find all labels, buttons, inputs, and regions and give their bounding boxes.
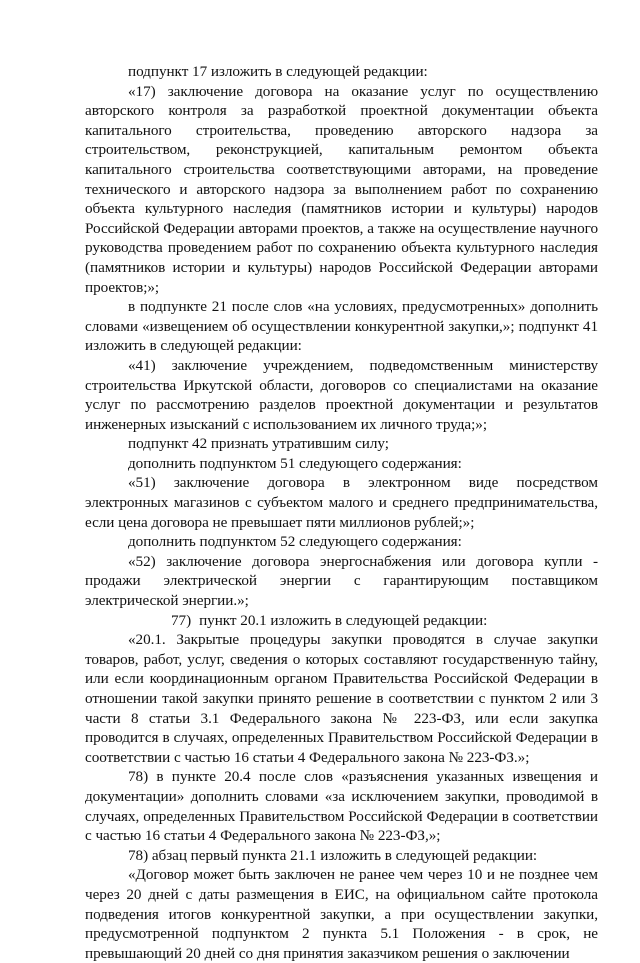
paragraph-11: «20.1. Закрытые процедуры закупки проводятся в случае закупки товаров, работ, услуг, сведения о которых составляют государственную тайну, или если координационным органом Правительства Российской Федерации в отношении такой закупки принято решение в соответствии с пунктом 2 или 3 части 8 статьи 3.1 Федерального закона № 223-ФЗ, или если закупка проводится в случаях, определенных Правительством Российской Федерации в соответствии с частью 16 статьи 4 Федерального закона № 223-ФЗ.»; (85, 631, 598, 766)
paragraph-1: подпункт 17 изложить в следующей редакции: (128, 63, 428, 80)
paragraph-13: 78) абзац первый пункта 21.1 изложить в следующей редакции: (128, 846, 538, 864)
paragraph-4: «41) заключение учреждением, подведомственным министерству строительства Иркутской области, договоров со специалистами на оказание услуг по рассмотрению разделов проектной документации и результатов инженерных изысканий с использованием их личного труда;»; (85, 356, 598, 433)
paragraph-14: «Договор может быть заключен не ранее чем через 10 и не позднее чем через 20 дней с даты размещения в ЕИС, на официальном сайте протокола подведения итогов конкурентной закупки, а при осуществлении закупки, предусмотренной подпунктом 2 пункта 5.1 Положения - в срок, не превышающий 20 дней со дня принятия заказчиком решения о заключении (85, 866, 598, 962)
paragraph-12: 78) в пункте 20.4 после слов «разъяснения указанных извещения и документации» дополнить словами «за исключением закупки, проводимой в случаях, определенных Правительством Российской Федерации в соответствии с частью 16 статьи 4 Федерального закона № 223-ФЗ,»; (85, 768, 598, 845)
item-77-number: 77) (171, 611, 192, 629)
paragraph-2: «17) заключение договора на оказание услуг по осуществлению авторского контроля за разработкой проектной документации объекта капитального строительства, проведению авторского надзора за строительством, реконструкцией, капитальным ремонтом объекта капитального строительства соответствующими авторами, на проведение технического и авторского надзора за выполнением работ по сохранению объекта культурного наследия (памятников истории и культуры) народов Российской Федерации авторами проектов, а также на осуществление научного руководства проведением работ по сохранению объекта культурного наследия (памятников истории и культуры) народов Российской Федерации авторами проектов;»; (85, 82, 598, 296)
item-77-text: пункт 20.1 изложить в следующей редакции: (199, 611, 488, 629)
paragraph-8: дополнить подпунктом 52 следующего содержания: (128, 533, 462, 551)
paragraph-10 (85, 611, 598, 631)
paragraph-6: дополнить подпунктом 51 следующего содержания: (128, 454, 462, 472)
paragraph-7: «51) заключение договора в электронном виде посредством электронных магазинов с субъектом малого и среднего предпринимательства, если цена договора не превышает пяти миллионов рублей;»; (85, 474, 598, 531)
paragraph-9: «52) заключение договора энергоснабжения или договора купли - продажи электрической энергии с гарантирующим поставщиком электрической энергии.»; (85, 552, 598, 610)
document-page (85, 62, 598, 963)
paragraph-5: подпункт 42 признать утратившим силу; (128, 435, 389, 453)
paragraph-3: в подпункте 21 после слов «на условиях, предусмотренных» дополнить словами «извещением об осуществлении конкурентной закупки,»; подпункт 41 изложить в следующей редакции: (85, 298, 598, 355)
